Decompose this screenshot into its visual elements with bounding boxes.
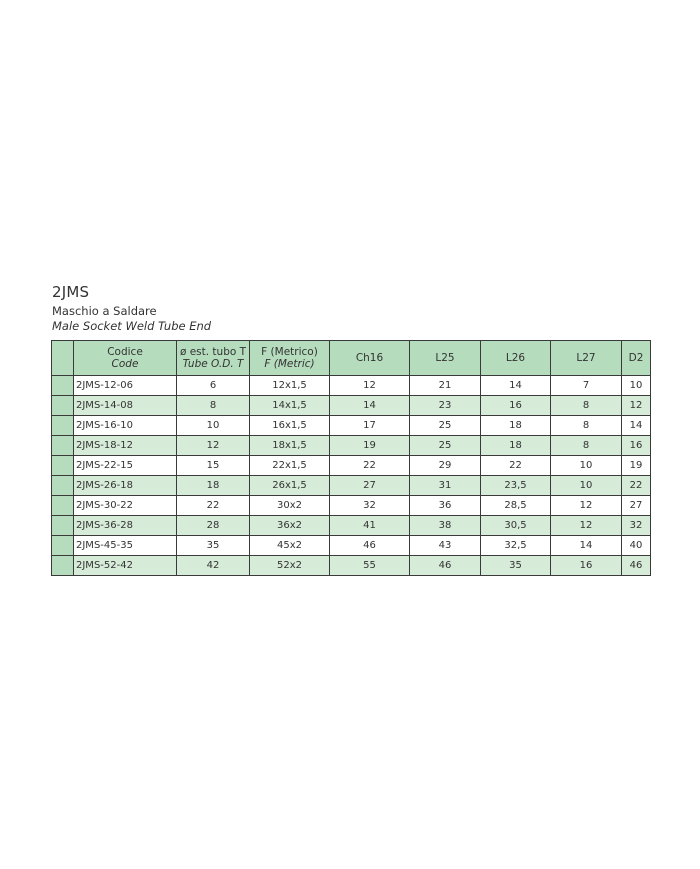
cell-code: 2JMS-14-08 bbox=[74, 396, 177, 416]
cell-code: 2JMS-30-22 bbox=[74, 496, 177, 516]
side-band-cell bbox=[52, 416, 74, 436]
header-thread-f-en: F (Metric) bbox=[264, 358, 315, 370]
table-body bbox=[52, 376, 651, 576]
header-ch16: Ch16 bbox=[330, 341, 410, 376]
cell-d2: 22 bbox=[622, 476, 651, 496]
side-band-cell bbox=[52, 436, 74, 456]
cell-d2: 40 bbox=[622, 536, 651, 556]
header-l27: L27 bbox=[551, 341, 622, 376]
cell-l27: 14 bbox=[551, 536, 622, 556]
cell-l25: 25 bbox=[410, 436, 481, 456]
cell-l25: 31 bbox=[410, 476, 481, 496]
cell-l26: 14 bbox=[481, 376, 551, 396]
header-l25: L25 bbox=[410, 341, 481, 376]
cell-od: 28 bbox=[177, 516, 250, 536]
cell-l26: 22 bbox=[481, 456, 551, 476]
cell-l25: 29 bbox=[410, 456, 481, 476]
cell-od: 15 bbox=[177, 456, 250, 476]
cell-f: 26x1,5 bbox=[250, 476, 330, 496]
cell-f: 30x2 bbox=[250, 496, 330, 516]
cell-l25: 23 bbox=[410, 396, 481, 416]
cell-f: 52x2 bbox=[250, 556, 330, 576]
cell-f: 18x1,5 bbox=[250, 436, 330, 456]
cell-code: 2JMS-45-35 bbox=[74, 536, 177, 556]
cell-f: 22x1,5 bbox=[250, 456, 330, 476]
cell-l27: 8 bbox=[551, 416, 622, 436]
cell-l26: 30,5 bbox=[481, 516, 551, 536]
cell-ch16: 19 bbox=[330, 436, 410, 456]
cell-l26: 16 bbox=[481, 396, 551, 416]
side-band-cell bbox=[52, 536, 74, 556]
cell-l27: 12 bbox=[551, 496, 622, 516]
table-header-row bbox=[52, 341, 651, 376]
cell-ch16: 27 bbox=[330, 476, 410, 496]
cell-od: 10 bbox=[177, 416, 250, 436]
cell-code: 2JMS-52-42 bbox=[74, 556, 177, 576]
side-band-cell bbox=[52, 516, 74, 536]
cell-l25: 21 bbox=[410, 376, 481, 396]
cell-l27: 10 bbox=[551, 476, 622, 496]
cell-ch16: 41 bbox=[330, 516, 410, 536]
side-band-cell bbox=[52, 496, 74, 516]
table-row bbox=[52, 496, 651, 516]
cell-l26: 28,5 bbox=[481, 496, 551, 516]
cell-ch16: 22 bbox=[330, 456, 410, 476]
cell-code: 2JMS-16-10 bbox=[74, 416, 177, 436]
cell-od: 35 bbox=[177, 536, 250, 556]
header-thread-f bbox=[250, 341, 330, 376]
cell-d2: 27 bbox=[622, 496, 651, 516]
cell-od: 6 bbox=[177, 376, 250, 396]
cell-l25: 36 bbox=[410, 496, 481, 516]
cell-code: 2JMS-18-12 bbox=[74, 436, 177, 456]
cell-od: 18 bbox=[177, 476, 250, 496]
cell-l27: 8 bbox=[551, 396, 622, 416]
cell-f: 45x2 bbox=[250, 536, 330, 556]
cell-l26: 23,5 bbox=[481, 476, 551, 496]
specification-table bbox=[51, 340, 651, 576]
table-row bbox=[52, 396, 651, 416]
cell-d2: 19 bbox=[622, 456, 651, 476]
product-name-english: Male Socket Weld Tube End bbox=[52, 319, 212, 333]
cell-l27: 8 bbox=[551, 436, 622, 456]
table-row bbox=[52, 456, 651, 476]
table-row bbox=[52, 476, 651, 496]
cell-ch16: 17 bbox=[330, 416, 410, 436]
header-code-en: Code bbox=[111, 358, 139, 370]
cell-l25: 25 bbox=[410, 416, 481, 436]
cell-ch16: 14 bbox=[330, 396, 410, 416]
cell-f: 36x2 bbox=[250, 516, 330, 536]
cell-f: 14x1,5 bbox=[250, 396, 330, 416]
cell-l25: 38 bbox=[410, 516, 481, 536]
table-row bbox=[52, 536, 651, 556]
cell-d2: 12 bbox=[622, 396, 651, 416]
cell-l27: 16 bbox=[551, 556, 622, 576]
cell-od: 12 bbox=[177, 436, 250, 456]
cell-l26: 35 bbox=[481, 556, 551, 576]
header-l26: L26 bbox=[481, 341, 551, 376]
table-row bbox=[52, 436, 651, 456]
cell-ch16: 46 bbox=[330, 536, 410, 556]
table-row bbox=[52, 376, 651, 396]
side-band-cell bbox=[52, 456, 74, 476]
cell-l25: 46 bbox=[410, 556, 481, 576]
cell-l26: 18 bbox=[481, 436, 551, 456]
side-band-header bbox=[52, 341, 74, 376]
cell-l27: 12 bbox=[551, 516, 622, 536]
header-tube-od bbox=[177, 341, 250, 376]
cell-d2: 14 bbox=[622, 416, 651, 436]
product-name-italian: Maschio a Saldare bbox=[52, 304, 157, 318]
header-tube-od-en: Tube O.D. T bbox=[182, 358, 244, 370]
table-row bbox=[52, 556, 651, 576]
cell-ch16: 12 bbox=[330, 376, 410, 396]
cell-l27: 10 bbox=[551, 456, 622, 476]
cell-d2: 46 bbox=[622, 556, 651, 576]
cell-code: 2JMS-26-18 bbox=[74, 476, 177, 496]
side-band-cell bbox=[52, 476, 74, 496]
cell-ch16: 32 bbox=[330, 496, 410, 516]
header-tube-od-it: ø est. tubo T bbox=[179, 346, 247, 358]
cell-l25: 43 bbox=[410, 536, 481, 556]
side-band-cell bbox=[52, 396, 74, 416]
cell-code: 2JMS-22-15 bbox=[74, 456, 177, 476]
cell-code: 2JMS-12-06 bbox=[74, 376, 177, 396]
cell-od: 8 bbox=[177, 396, 250, 416]
header-d2: D2 bbox=[622, 341, 651, 376]
cell-od: 22 bbox=[177, 496, 250, 516]
cell-ch16: 55 bbox=[330, 556, 410, 576]
cell-f: 12x1,5 bbox=[250, 376, 330, 396]
cell-l26: 18 bbox=[481, 416, 551, 436]
side-band-cell bbox=[52, 556, 74, 576]
cell-l27: 7 bbox=[551, 376, 622, 396]
cell-d2: 10 bbox=[622, 376, 651, 396]
cell-od: 42 bbox=[177, 556, 250, 576]
table-row bbox=[52, 516, 651, 536]
header-code bbox=[74, 341, 177, 376]
side-band-cell bbox=[52, 376, 74, 396]
cell-l26: 32,5 bbox=[481, 536, 551, 556]
header-thread-f-it: F (Metrico) bbox=[261, 346, 318, 358]
header-code-it: Codice bbox=[107, 346, 143, 358]
cell-f: 16x1,5 bbox=[250, 416, 330, 436]
cell-code: 2JMS-36-28 bbox=[74, 516, 177, 536]
product-code-title: 2JMS bbox=[52, 283, 90, 301]
cell-d2: 32 bbox=[622, 516, 651, 536]
table-row bbox=[52, 416, 651, 436]
cell-d2: 16 bbox=[622, 436, 651, 456]
